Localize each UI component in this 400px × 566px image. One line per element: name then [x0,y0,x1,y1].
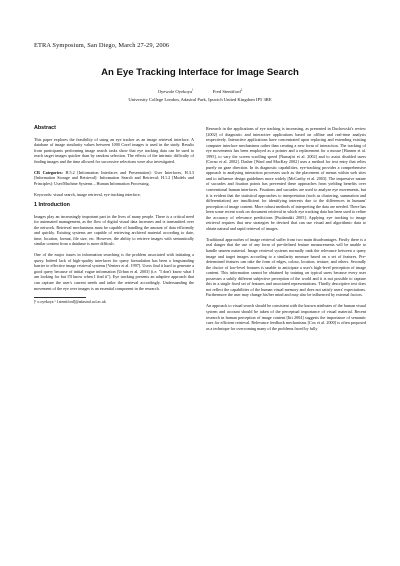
footnote-emails: [¹ o.oyekoya ² f.stentiford]@adastral.ucl.ac.uk [34,299,106,304]
author-1 [158,89,194,94]
footnote-rule [34,297,86,298]
abstract-text: This paper explores the feasibility of using an eye tracker as an image retrieval interface. A database of image similarity values between 1000 Corel images is used in the study. Results from participants performing image search tasks show that eye tracking data can be used to reach target images quicker than by random selection. The effects of the intrinsic difficulty of finding images and the time allowed for successive selections were also investigated. [34,136,194,164]
author-name: Oyewole Oyekoya [157,88,193,94]
cr-label: CR Categories: [34,169,63,175]
right-column [206,126,366,337]
introduction-heading: 1 Introduction [34,201,70,208]
intro-paragraph-1: Images play an increasingly important part in the lives of many people. There is a critical need for automated management, as the flow of digital visual data increases and is transmitted over the network. Retrieval mechanisms must be capable of handling the amount of data efficiently and quickly. Existing systems are capable of retrieving archived material according to date, time, location, format, file size, etc. However, the ability to retrieve images with semantically similar content from a database is more difficult. [34,213,194,247]
abstract-heading: Abstract [34,125,56,131]
author-name: Fred Stentiford [212,88,241,94]
keywords-label: Keywords: [34,191,53,197]
conference-venue: ETRA Symposium, San Diego, March 27-29, 2006 [34,42,170,49]
author-list [0,87,400,94]
intro-paragraph-2: One of the major issues in information searching is the problem associated with initiating a query. Indeed lack of high-quality interfaces for query formulation has been a longstanding barrier to effective image retrieval systems [Venters et al. 1997]. Users find it hard to generate a good query because of initial vague information [Urban et al. 2003] (i.e. "I don't know what I am looking for but I'll know when I find it"). Eye tracking presents an adaptive approach that can capture the user's current needs and tailor the retrieval accordingly. Understanding the movement of the eye over images is an essential component in the research. [34,252,194,291]
paper-title: An Eye Tracking Interface for Image Search [101,67,299,78]
affiliation: University College London, Adastral Park, Ipswich United Kingdom IP5 3RE [128,97,272,102]
body-paragraph-2: Traditional approaches of image retrieval suffer from two main disadvantages. Firstly there is a real danger that the use of any form of pre-defined feature measurements will be unable to handle unseen material. Image retrieval systems normally rank the relevance between a query image and target images according to a similarity measure based on a set of features. Pre-determined features can take the form of edges, colour, location, texture, and others. Secondly the choice of low-level features is unable to anticipate a user's high-level perception of image content. This information cannot be obtained by training on typical users because every user possesses a subtly different subjective perception of the world and it is not possible to capture this in a single fixed set of features and associated representations. Thirdly descriptive text does not reflect the capabilities of the human visual memory and does not satisfy users' expectations. Furthermore the user may change his/her mind and may also be influenced by external factors. [206,236,366,298]
cr-categories [34,170,194,187]
cr-text: H.5.2 [Information Interfaces and Presentation]: User Interfaces, H.3.3 [Information Storage and Retrieval]: Information Search and Retrieval; H.1.2 [Models and Principles]: User/Machine Systems – Human Information Processing. [34,169,194,186]
author-2 [213,89,243,94]
keywords [34,192,194,198]
left-column [34,126,194,305]
author-marker: 1 [192,87,194,91]
body-paragraph-1: Research in the applications of eye tracking is increasing, as presented in Duchowski's review [2002] of diagnostic and interactive applications based on offline and real-time analysis respectively. Interactive applications have concentrated upon replacing and extending existing computer interface mechanisms rather than creating a new form of interaction. The tracking of eye movements has been employed as a pointer and a replacement for a mouse [Hansen et al. 1995], to vary the screen scrolling speed [Numajiri et al. 2002] and to assist disabled users [Corno et al. 2002]. Dasher [Ward and MacKay 2002] uses a method for text entry that relies purely on gaze direction. In its diagnostic capabilities, eye-tracking provides a comprehensive approach to analysing interaction processes such as the placement of menus within web sites and to influence design guidelines more widely [McCarthy et al. 2003]. The impressive nature of saccades and fixation points has prevented these approaches from yielding benefits over conventional human interfaces. Fixations and saccades are used to analyze eye movements, but it is evident that the statistical approaches to interpretation (such as clustering, summation and differentiation) are insufficient for identifying interests due to the differences in humans' perception of image content. More robust methods of interpreting the data are needed. There has been some recent work on document retrieval in which eye tracking data has been used to refine the accuracy of relevance predictions [Puolamäki 2005]. Applying eye tracking to image retrieval requires that new strategies be devised that can use visual and algorithmic data to obtain natural and rapid retrieval of images. [206,126,366,231]
keywords-text: visual search, image retrieval, eye tracking interface, [53,191,141,197]
body-paragraph-3: An approach to visual search should be consistent with the known attributes of the human visual system and account should be taken of the perceptual importance of visual material. Recent research in human perception of image content [Itti 2004] suggests the importance of semantic cues for efficient retrieval. Relevance feedback mechanisms [Cox et al. 2000] is often proposed as a technique for overcoming many of the problems faced by fully [206,303,366,331]
author-marker: 2 [240,87,243,91]
